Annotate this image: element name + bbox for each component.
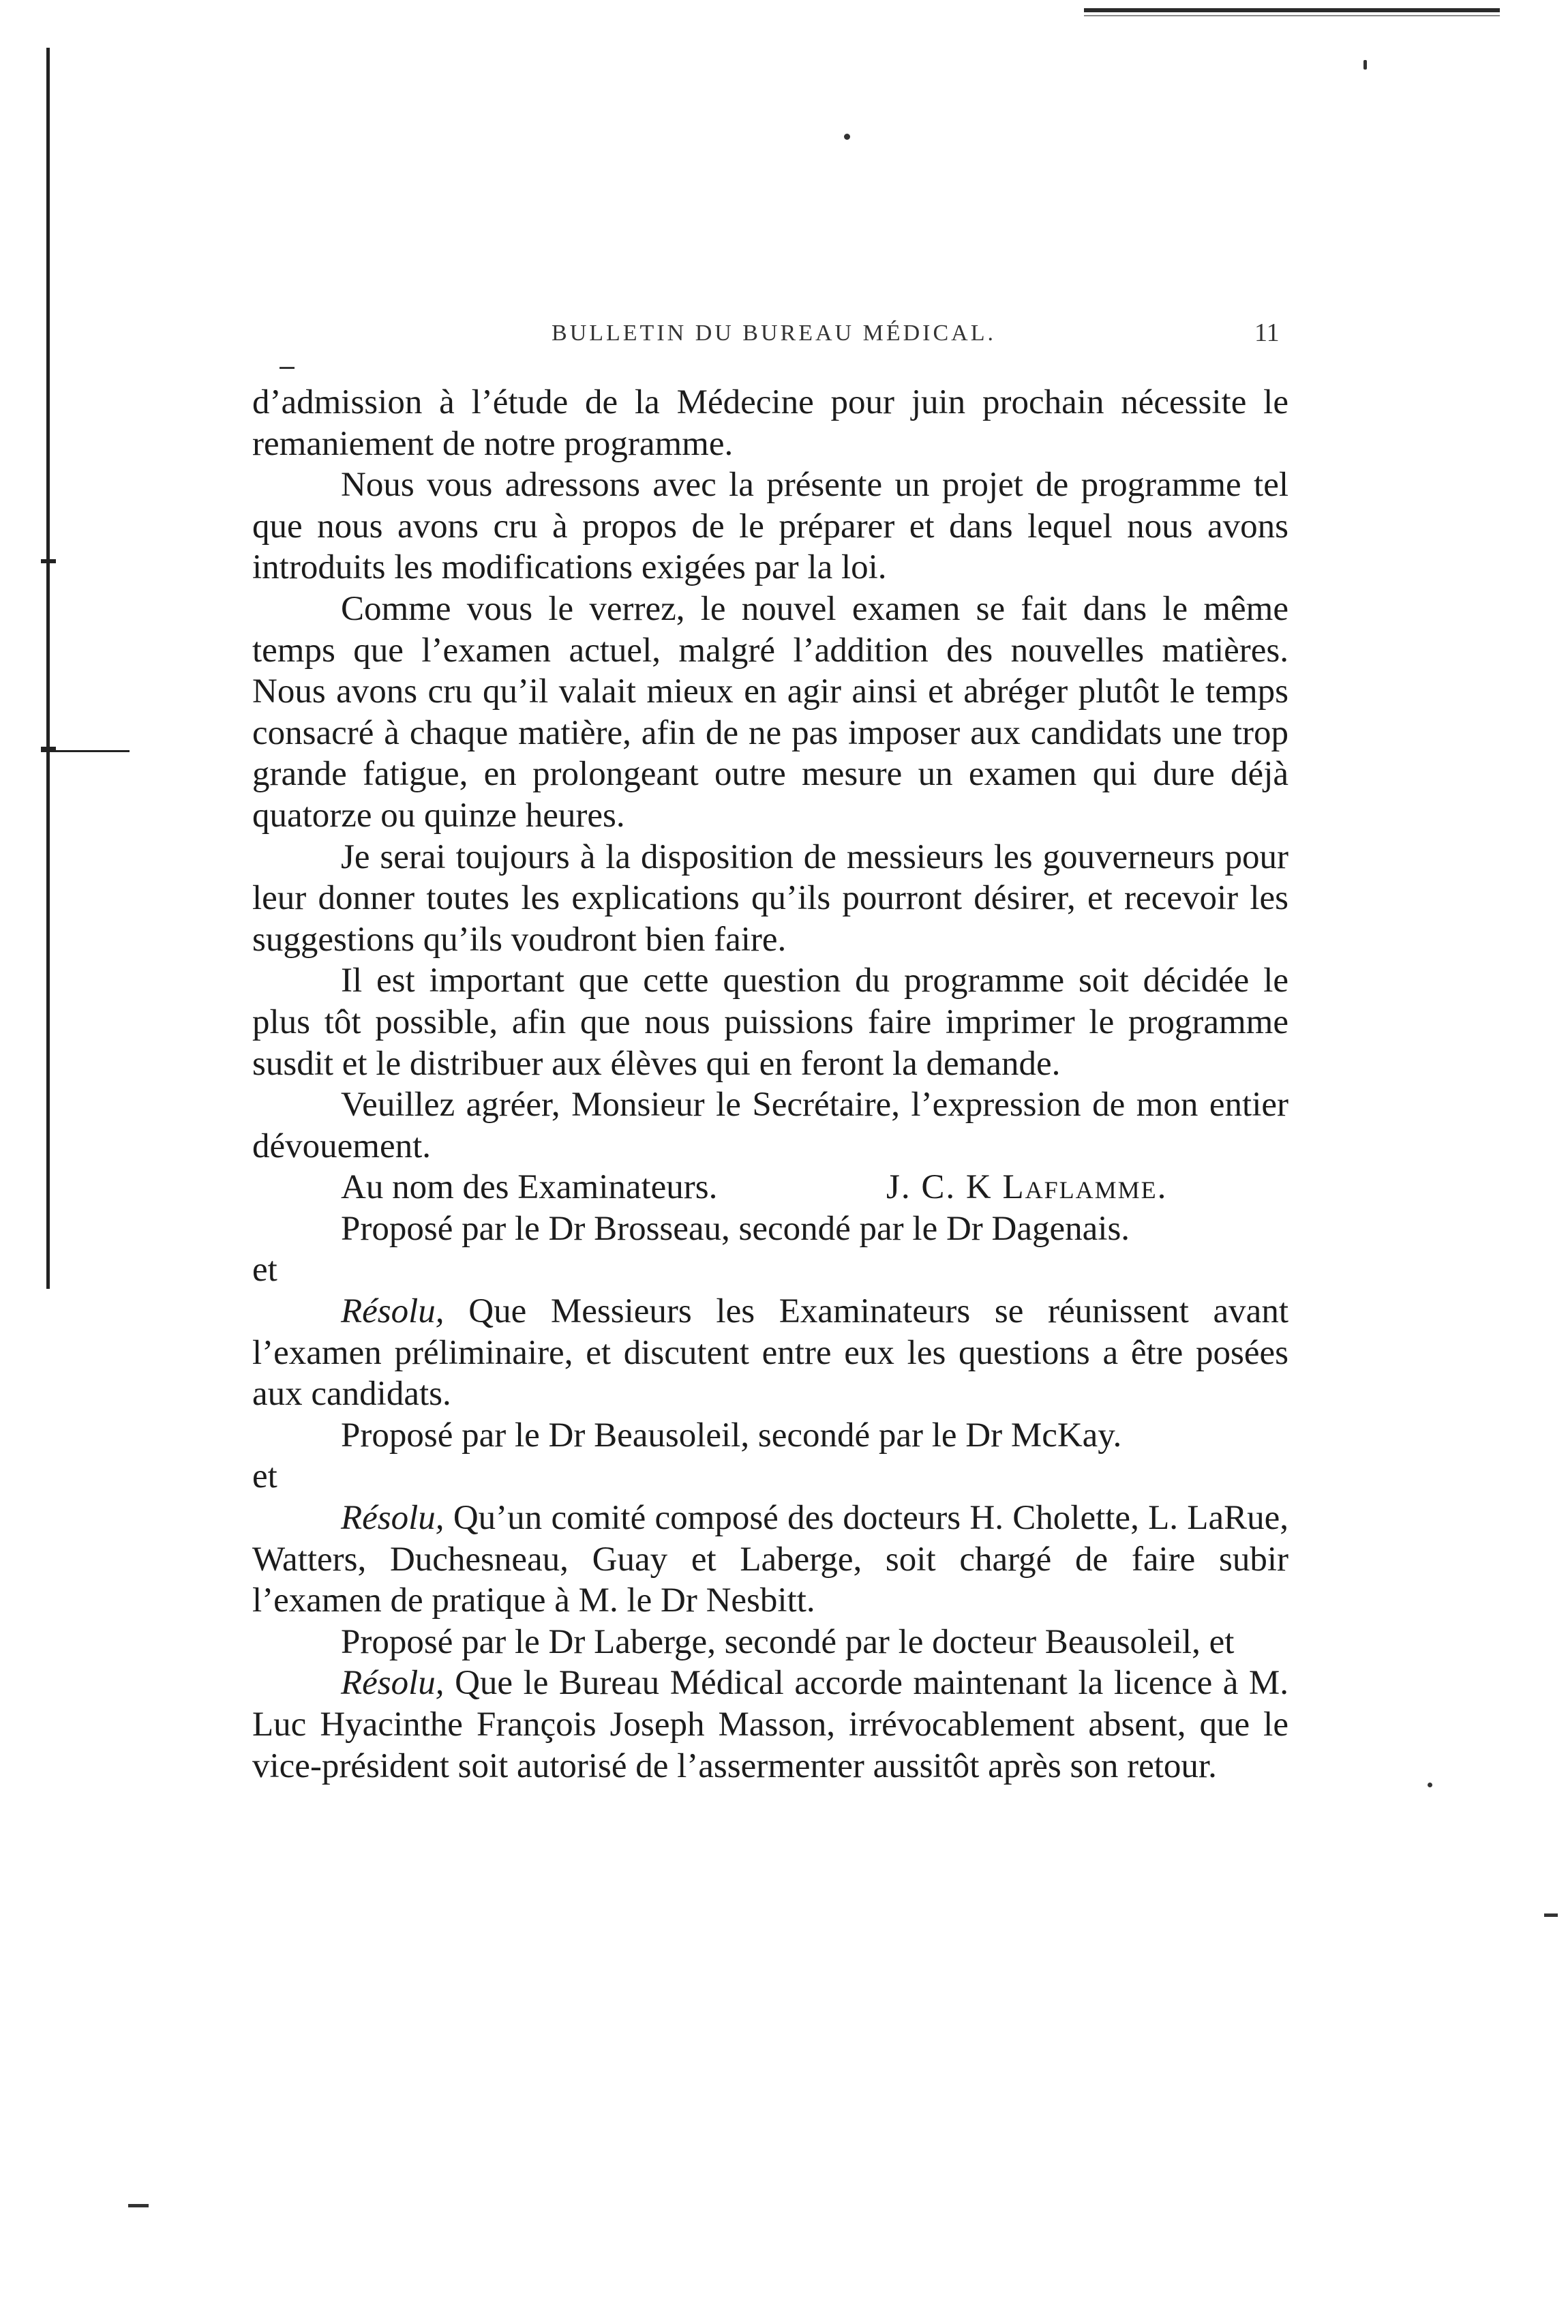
scan-top-rule xyxy=(1084,8,1500,12)
motion-proposed: Proposé par le Dr Beausoleil, secondé par le Dr McKay. xyxy=(341,1416,1122,1455)
scan-margin-mark xyxy=(41,747,56,752)
motion-et: et xyxy=(252,1251,277,1290)
scan-dash xyxy=(128,2204,149,2207)
scan-margin-mark xyxy=(55,750,130,752)
paragraph: Veuillez agréer, Monsieur le Secrétaire, l’expression de mon entier dévouement. xyxy=(252,1086,1288,1165)
signature-on-behalf: Au nom des Examinateurs. xyxy=(341,1168,718,1207)
scan-margin-line xyxy=(46,48,50,1289)
scan-dot xyxy=(844,134,850,140)
scan-dot xyxy=(1363,60,1367,70)
running-title: BULLETIN DU BUREAU MÉDICAL. xyxy=(552,321,996,346)
paragraph: Comme vous le verrez, le nouvel examen se fait dans le même temps que l’examen actuel, malgré l’addition des nouvelles matières. Nous avons cru qu’il valait mieux en agir ainsi et abréger plutôt le temps consacré à chaque matière, afin de ne pas imposer aux candidats une trop grande fatigue, en prolongeant outre mesure un examen qui dure déjà quatorze ou quinze heures. xyxy=(252,589,1288,835)
motion-et: et xyxy=(252,1457,277,1496)
paragraph: d’admission à l’étude de la Médecine pour juin prochain nécessite le remaniement de notre programme. xyxy=(252,383,1288,463)
body-text xyxy=(252,382,1288,1787)
scan-dash xyxy=(280,367,295,369)
signature-line xyxy=(252,1167,1288,1208)
signature-name: J. C. K Laflamme. xyxy=(886,1168,1168,1207)
motion-proposed: Proposé par le Dr Laberge, secondé par le docteur Beausoleil, et xyxy=(341,1622,1235,1661)
motion-proposed: Proposé par le Dr Brosseau, secondé par le Dr Dagenais. xyxy=(341,1209,1130,1248)
scan-margin-mark xyxy=(41,559,56,563)
motion-resolution xyxy=(252,1291,1288,1415)
paragraph: Je serai toujours à la disposition de messieurs les gouverneurs pour leur donner toutes les explications qu’ils pourront désirer, et recevoir les suggestions qu’ils voudront bien faire. xyxy=(252,837,1288,959)
resolu-label: Résolu, xyxy=(341,1499,444,1538)
paragraph: Nous vous adressons avec la présente un projet de programme tel que nous avons cru à propos de le préparer et dans lequel nous avons introduits les modifications exigées par la loi. xyxy=(252,466,1288,587)
motion-resolution xyxy=(252,1498,1288,1622)
page-number: 11 xyxy=(1254,318,1280,347)
resolution-text: Que Messieurs les Examinateurs se réunissent avant l’examen préliminaire, et discutent entre eux les questions a être posées aux candidats. xyxy=(252,1292,1288,1414)
scan-top-rule-thin xyxy=(1084,15,1500,16)
motion-resolution xyxy=(252,1663,1288,1787)
scan-dot xyxy=(1428,1783,1432,1787)
paragraph: Il est important que cette question du programme soit décidée le plus tôt possible, afin que nous puissions faire imprimer le programme susdit et le distribuer aux élèves qui en feront la demande. xyxy=(252,962,1288,1083)
scan-dash xyxy=(1544,1913,1558,1917)
resolu-label: Résolu, xyxy=(341,1292,444,1331)
resolution-text: Que le Bureau Médical accorde maintenant la licence à M. Luc Hyacinthe François Joseph Masson, irrévocablement absent, que le vice-président soit autorisé de l’assermenter aussitôt après son retour. xyxy=(252,1664,1288,1785)
resolution-text: Qu’un comité composé des docteurs H. Cholette, L. LaRue, Watters, Duchesneau, Guay et Laberge, soit chargé de faire subir l’examen de pratique à M. le Dr Nesbitt. xyxy=(252,1499,1288,1620)
resolu-label: Résolu, xyxy=(341,1664,444,1703)
